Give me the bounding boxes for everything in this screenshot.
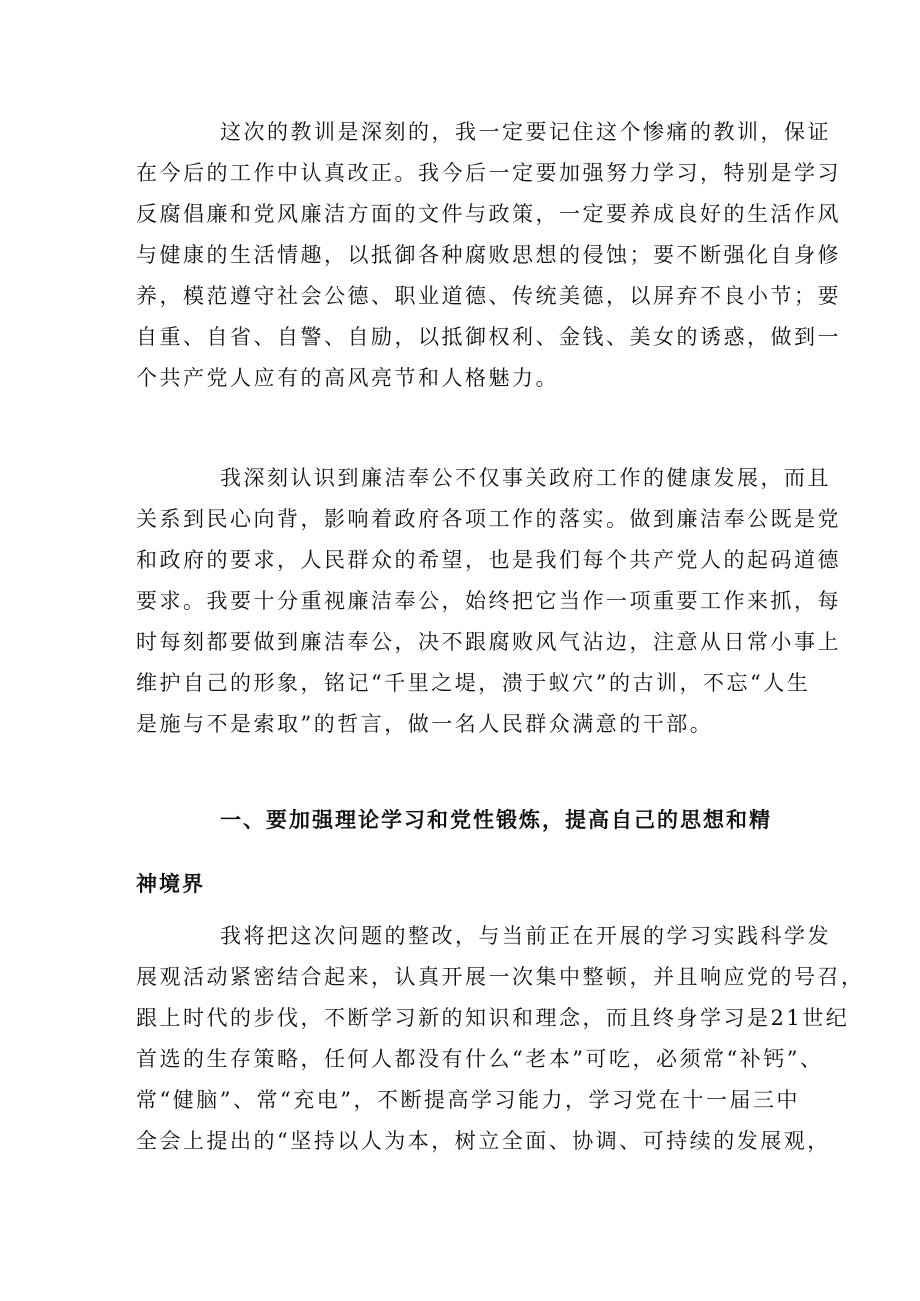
paragraph-line: 个共产党人应有的高风亮节和人格魅力。 [136,366,559,390]
paragraph-line: 反腐倡廉和党风廉洁方面的文件与政策，一定要养成良好的生活作风 [136,202,841,226]
paragraph-line: 跟上时代的步伐，不断学习新的知识和理念，而且终身学习是21世纪 [136,1006,850,1030]
section-heading-line-2: 神境界 [136,872,205,896]
paragraph-line: 时每刻都要做到廉洁奉公，决不跟腐败风气沾边，注意从日常小事上 [136,630,841,654]
paragraph-line: 养，模范遵守社会公德、职业道德、传统美德，以屏弃不良小节；要 [136,284,841,308]
paragraph-line: 常“健脑”、常“充电”，不断提高学习能力，学习党在十一届三中 [136,1088,800,1112]
paragraph-line: 维护自己的形象，铭记“千里之堤，溃于蚁穴”的古训，不忘“人生 [136,671,811,695]
paragraph-line: 我将把这次问题的整改，与当前正在开展的学习实践科学发 [220,924,831,948]
paragraph-line: 是施与不是索取”的哲言，做一名人民群众满意的干部。 [136,712,714,736]
paragraph-line: 这次的教训是深刻的，我一定要记住这个惨痛的教训，保证 [220,120,831,144]
paragraph-line: 我深刻认识到廉洁奉公不仅事关政府工作的健康发展，而且 [220,466,831,490]
section-heading-line-1: 一、要加强理论学习和党性锻炼，提高自己的思想和精 [220,808,772,832]
paragraph-line: 关系到民心向背，影响着政府各项工作的落实。做到廉洁奉公既是党 [136,507,841,531]
paragraph-line: 与健康的生活情趣，以抵御各种腐败思想的侵蚀；要不断强化自身修 [136,243,841,267]
paragraph-line: 首选的生存策略，任何人都没有什么“老本”可吃，必须常“补钙”、 [136,1047,824,1071]
paragraph-line: 在今后的工作中认真改正。我今后一定要加强努力学习，特别是学习 [136,161,841,185]
paragraph-line: 要求。我要十分重视廉洁奉公，始终把它当作一项重要工作来抓，每 [136,589,841,613]
paragraph-line: 自重、自省、自警、自励，以抵御权利、金钱、美女的诱惑，做到一 [136,325,841,349]
paragraph-1 [136,112,841,399]
paragraph-2 [136,458,841,745]
paragraph-line: 和政府的要求，人民群众的希望，也是我们每个共产党人的起码道德 [136,548,841,572]
paragraph-3 [136,916,865,1162]
paragraph-line: 全会上提出的“坚持以人为本，树立全面、协调、可持续的发展观， [136,1129,831,1153]
paragraph-line: 展观活动紧密结合起来，认真开展一次集中整顿，并且响应党的号召， [136,965,865,989]
